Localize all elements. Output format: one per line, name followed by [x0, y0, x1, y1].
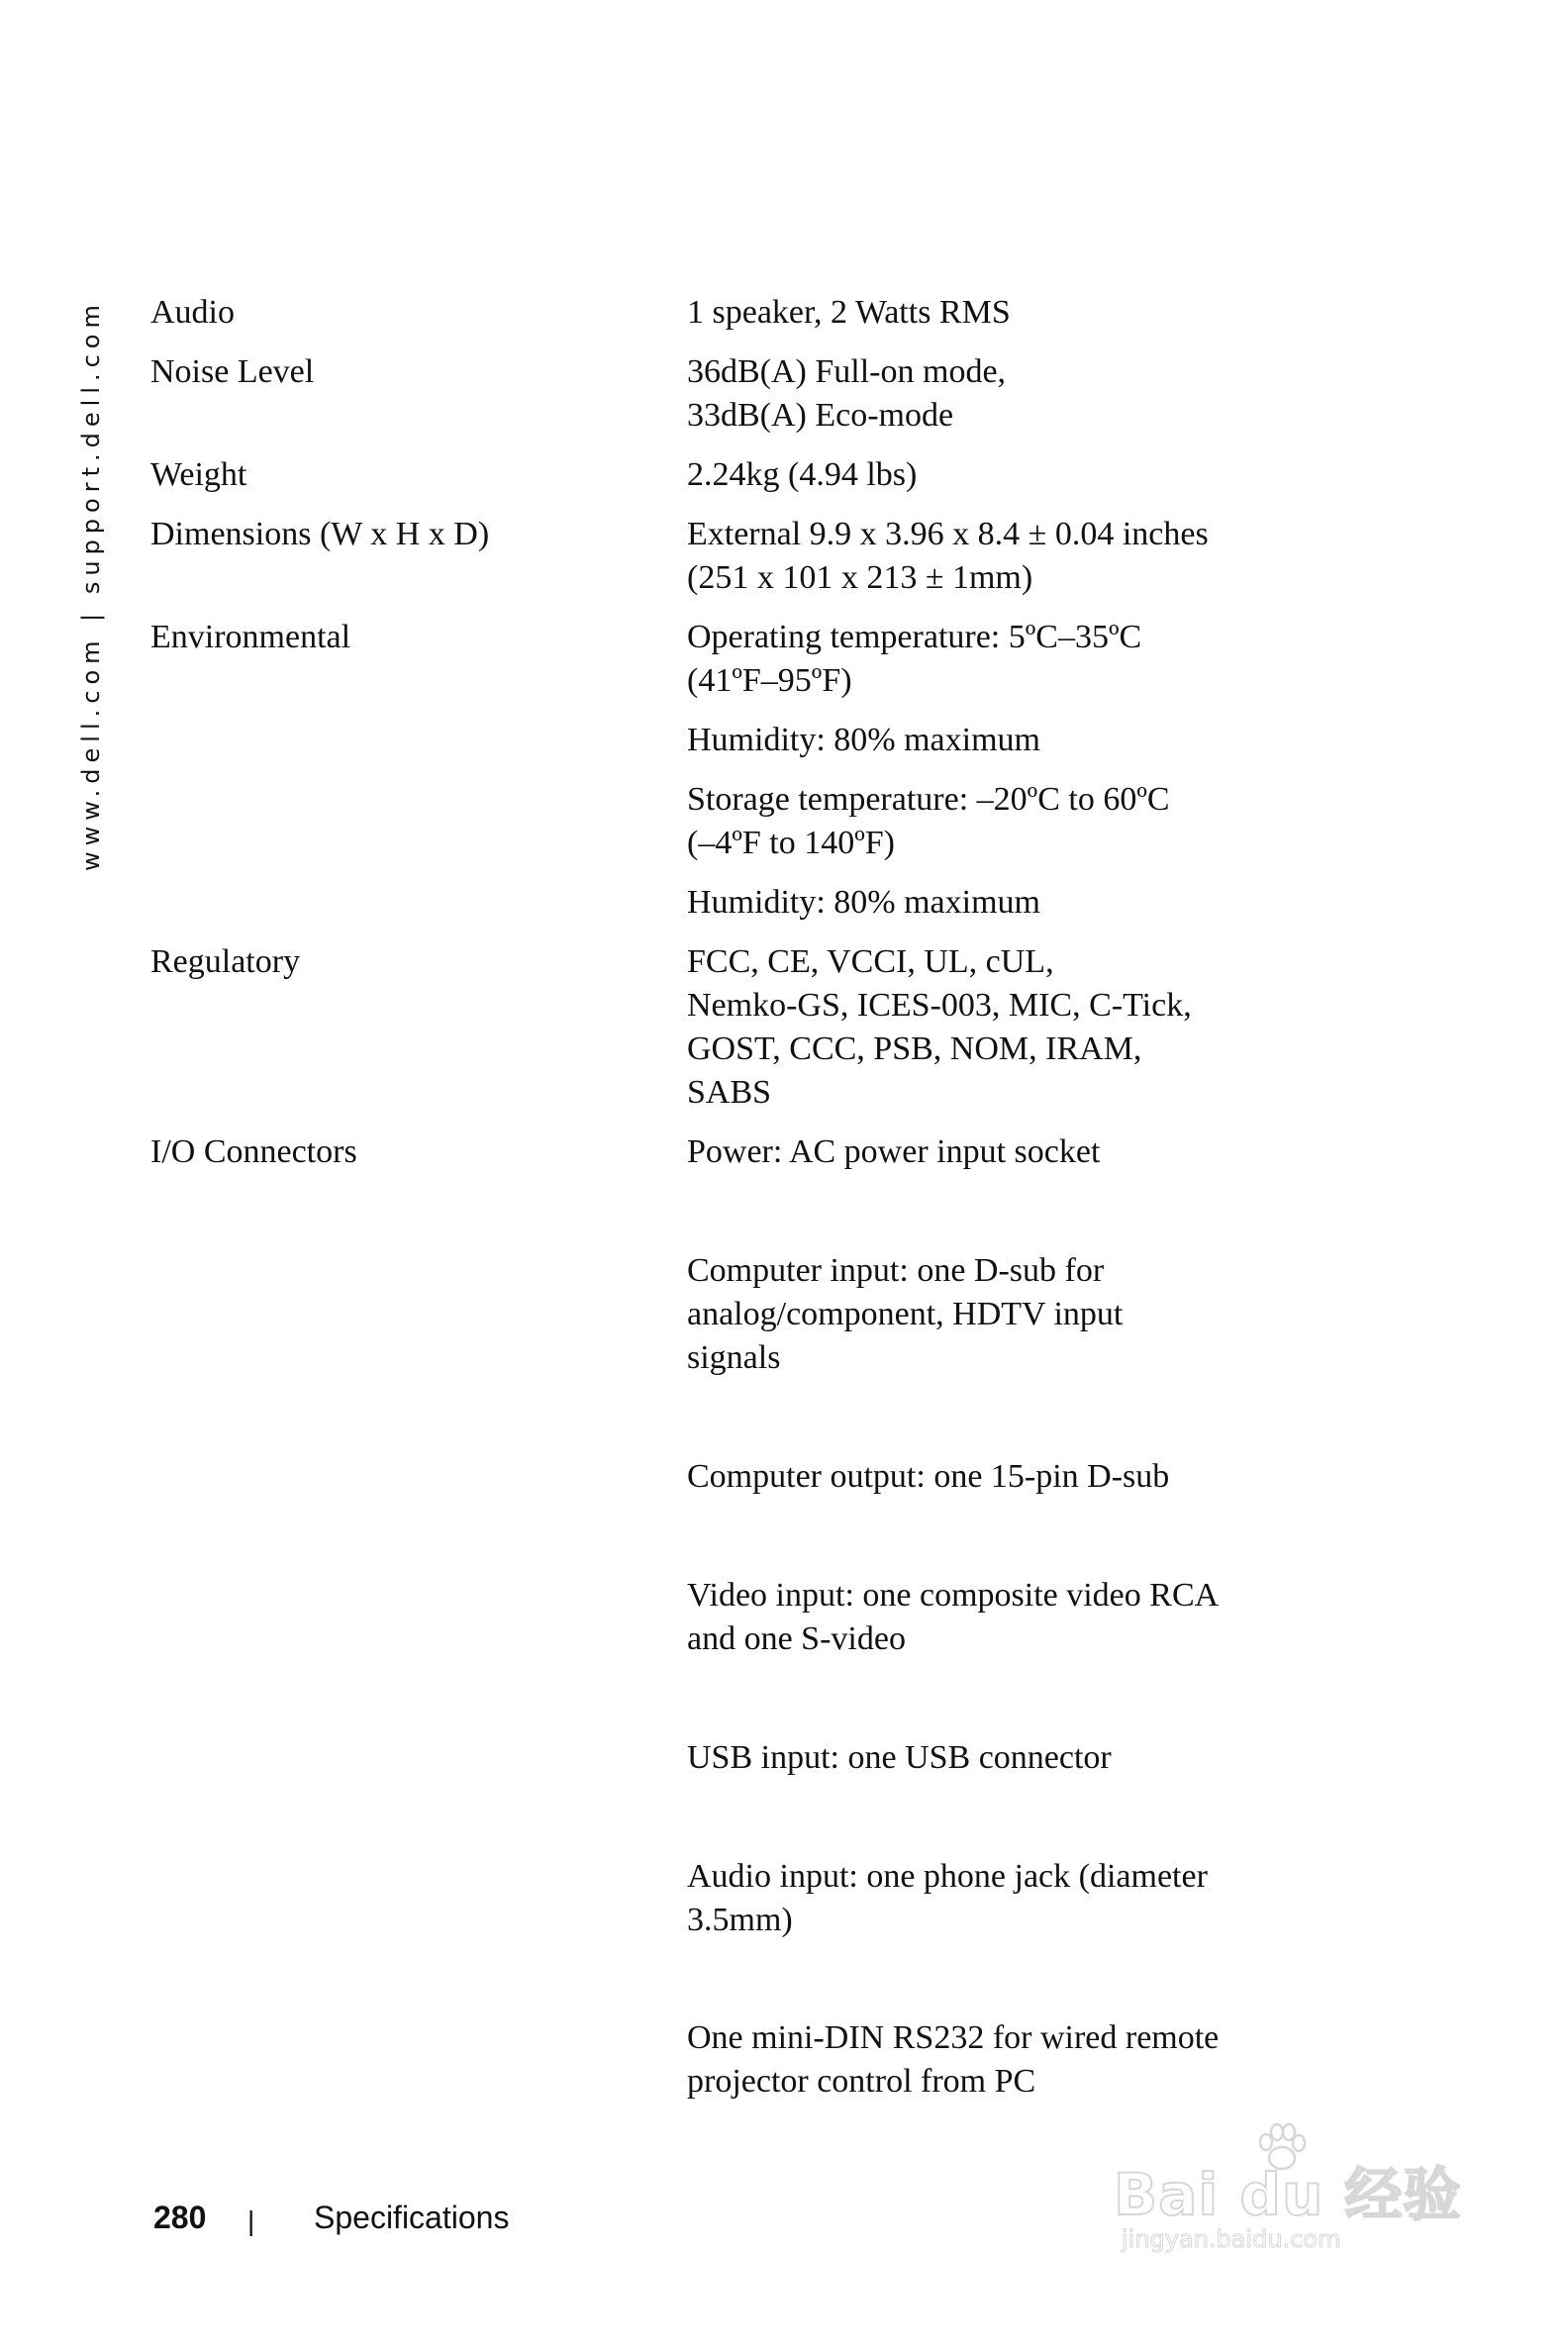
- io-line: signals: [687, 1339, 781, 1376]
- spec-value-line: (–4ºF to 140ºF): [687, 825, 895, 861]
- spec-value: [687, 616, 1281, 703]
- spec-value: [687, 1130, 1281, 1174]
- io-computer-output: [687, 1455, 1301, 1499]
- io-computer-input: [687, 1249, 1301, 1380]
- section-title: Specifications: [314, 2200, 510, 2235]
- spec-label: Environmental: [150, 619, 351, 655]
- footer-separator: |: [247, 2205, 255, 2236]
- spec-value: [687, 350, 1281, 438]
- io-line: analog/component, HDTV input: [687, 1296, 1124, 1332]
- io-line: and one S-video: [687, 1620, 906, 1657]
- spec-value-line: GOST, CCC, PSB, NOM, IRAM,: [687, 1030, 1142, 1067]
- io-line: Computer input: one D-sub for: [687, 1252, 1105, 1289]
- io-line: One mini-DIN RS232 for wired remote: [687, 2019, 1220, 2056]
- spec-value: [687, 453, 1281, 497]
- spec-value-line: FCC, CE, VCCI, UL, cUL,: [687, 943, 1054, 980]
- spec-value-line: 36dB(A) Full-on mode,: [687, 353, 1007, 390]
- spec-value: [687, 291, 1281, 335]
- watermark-url: jingyan.baidu.com: [1122, 2225, 1341, 2253]
- spec-value-line: 1 speaker, 2 Watts RMS: [687, 294, 1011, 331]
- io-line: USB input: one USB connector: [687, 1739, 1112, 1776]
- spec-value: [687, 881, 1281, 925]
- spec-value: [687, 940, 1281, 1115]
- page-number: 280: [153, 2200, 207, 2235]
- spec-value-line: Nemko-GS, ICES-003, MIC, C-Tick,: [687, 987, 1192, 1024]
- io-line: 3.5mm): [687, 1902, 793, 1938]
- io-usb-input: [687, 1736, 1301, 1780]
- spec-value-line: External 9.9 x 3.96 x 8.4 ± 0.04 inches: [687, 516, 1209, 552]
- spec-label: I/O Connectors: [150, 1133, 357, 1170]
- io-rs232: [687, 2016, 1301, 2104]
- spec-value-line: (251 x 101 x 213 ± 1mm): [687, 559, 1033, 596]
- io-video-input: [687, 1574, 1301, 1661]
- spec-label: Regulatory: [150, 943, 301, 980]
- spec-label: Dimensions (W x H x D): [150, 516, 490, 552]
- io-audio-input: [687, 1855, 1301, 1942]
- spec-value-line: Storage temperature: –20ºC to 60ºC: [687, 781, 1170, 818]
- spec-value-line: (41ºF–95ºF): [687, 662, 852, 699]
- spec-label: Weight: [150, 456, 247, 493]
- spec-value-line: Humidity: 80% maximum: [687, 884, 1040, 921]
- spec-value: [687, 778, 1281, 865]
- spec-value-line: Humidity: 80% maximum: [687, 722, 1040, 758]
- spec-value-line: 33dB(A) Eco-mode: [687, 397, 954, 434]
- io-line: Computer output: one 15-pin D-sub: [687, 1458, 1170, 1495]
- baidu-watermark: [1114, 2118, 1490, 2257]
- io-line: Audio input: one phone jack (diameter: [687, 1858, 1208, 1895]
- io-line: Video input: one composite video RCA: [687, 1577, 1220, 1614]
- spec-value-line: 2.24kg (4.94 lbs): [687, 456, 918, 493]
- spec-value: [687, 513, 1281, 600]
- io-line: projector control from PC: [687, 2063, 1036, 2100]
- spec-value-line: SABS: [687, 1074, 772, 1111]
- spec-label: Noise Level: [150, 353, 315, 390]
- side-url-text: www.dell.com | support.dell.com: [77, 299, 105, 871]
- spec-label: Audio: [150, 294, 235, 331]
- spec-value-line: Operating temperature: 5ºC–35ºC: [687, 619, 1142, 655]
- watermark-logo: Bai du 经验: [1114, 2161, 1462, 2228]
- spec-value: [687, 719, 1281, 762]
- spec-value-line: Power: AC power input socket: [687, 1133, 1101, 1170]
